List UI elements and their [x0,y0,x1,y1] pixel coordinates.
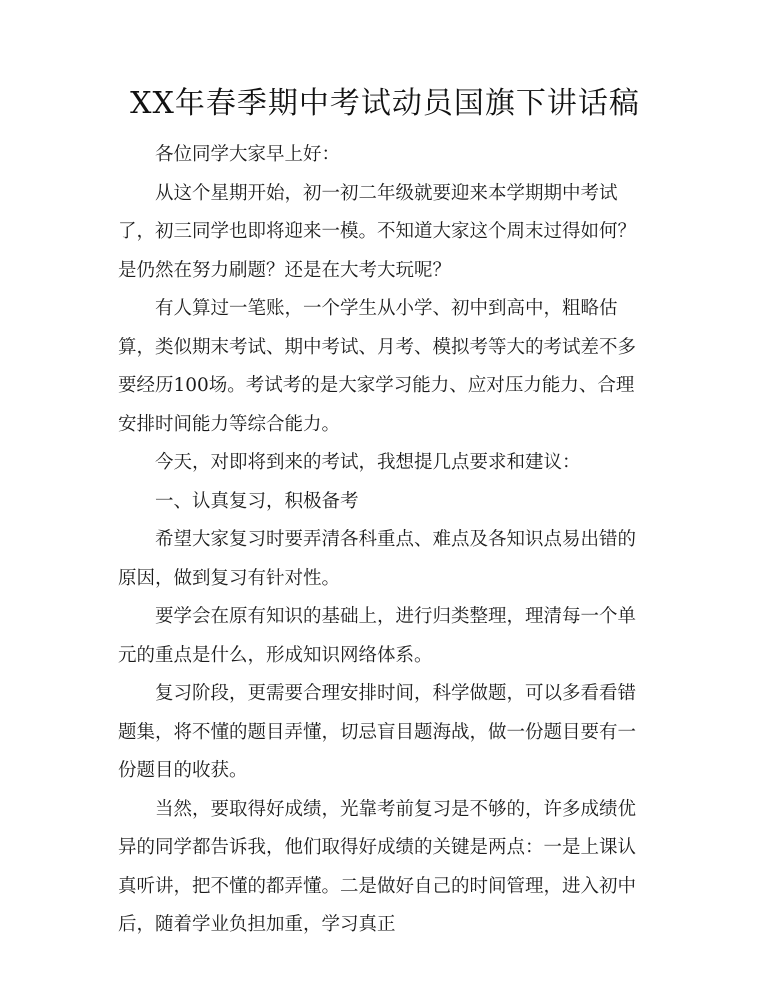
body-paragraph: 要学会在原有知识的基础上，进行归类整理，理清每一个单元的重点是什么，形成知识网络体系。 [118,606,637,666]
body-paragraph: 从这个星期开始，初一初二年级就要迎来本学期期中考试了，初三同学也即将迎来一模。不知道大家这个周末过得如何？是仍然在努力刷题？还是在大考大玩呢？ [118,182,637,281]
greeting-paragraph: 各位同学大家早上好： [155,144,341,165]
body-paragraph: 有人算过一笔账，一个学生从小学、初中到高中，粗略估算，类似期末考试、期中考试、月考、模拟考等大的考试差不多要经历100场。考试考的是大家学习能力、应对压力能力、合理安排时间能力等综合能力。 [118,298,637,435]
section-heading: 一、认真复习，积极备考 [155,490,359,512]
document-title: XX年春季期中考试动员国旗下讲话稿 [130,86,640,121]
body-paragraph: 希望大家复习时要弄清各科重点、难点及各知识点易出错的原因，做到复习有针对性。 [118,529,637,589]
document-body [118,136,638,945]
body-paragraph: 今天，对即将到来的考试，我想提几点要求和建议： [155,452,581,473]
body-paragraph: 当然，要取得好成绩，光靠考前复习是不够的，许多成绩优异的同学都告诉我，他们取得好成绩的关键是两点：一是上课认真听讲，把不懂的都弄懂。二是做好自己的时间管理，进入初中后，随着学业负担加重，学习真正 [118,798,637,935]
body-paragraph: 复习阶段，更需要合理安排时间，科学做题，可以多看看错题集，将不懂的题目弄懂，切忌盲目题海战，做一份题目要有一份题目的收获。 [118,683,637,781]
